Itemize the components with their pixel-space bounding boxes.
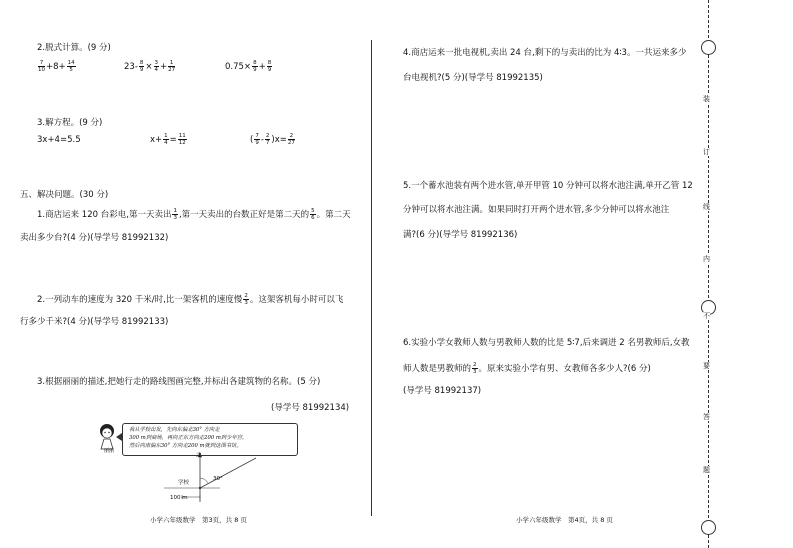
binding-char: 订 bbox=[703, 148, 710, 156]
fraction: $\frac{8}{9}$ bbox=[139, 60, 144, 73]
fraction: $\frac{2}{27}$ bbox=[287, 133, 295, 146]
right-footer: 小学六年级数学 第4页，共 8 页 bbox=[516, 516, 613, 524]
question-6-line-2: 师人数是男教师的 $\frac{2}{3}$ 。原来实验小学有男、女教师各多少人?(6 分) bbox=[403, 362, 651, 375]
fraction: $\frac{1}{27}$ bbox=[168, 60, 176, 73]
fraction: $\frac{1}{4}$ bbox=[164, 133, 168, 146]
question-5-line-3: 满?(6 分)(导学号 81992136) bbox=[403, 230, 518, 240]
binding-char: 内 bbox=[703, 255, 710, 263]
question-4-line-1: 4.商店运来一批电视机,卖出 24 台,剩下的与卖出的比为 4∶3。一共运来多少 bbox=[403, 48, 687, 58]
north-label: 北 bbox=[196, 453, 202, 459]
fraction: $\frac{1}{3}$ bbox=[173, 208, 177, 221]
section-3-title: 3.解方程。(9 分) bbox=[37, 118, 103, 128]
fraction: $\frac{2}{7}$ bbox=[265, 133, 270, 146]
girl-name: 丽丽 bbox=[104, 448, 115, 454]
equation-1: 3x+4=5.5 bbox=[37, 135, 81, 145]
fraction: $\frac{8}{9}$ bbox=[267, 60, 272, 73]
calc-expression-1: $\frac{7}{10}$ +8+ $\frac{14}{5}$ bbox=[38, 60, 75, 73]
left-footer: 小学六年级数学 第3页，共 8 页 bbox=[150, 516, 247, 524]
bubble-line-2: 300 m到商场，再向正东方向走200 m到少年宫， bbox=[129, 435, 248, 441]
part-5-title: 五、解决问题。(30 分) bbox=[20, 190, 109, 200]
question-6-line-1: 6.实验小学女教师人数与男教师人数的比是 5∶7,后来调进 2 名男教师后,女教 bbox=[403, 338, 690, 348]
fraction: $\frac{14}{5}$ bbox=[67, 60, 75, 73]
binding-hole bbox=[701, 40, 716, 55]
scale-label: 100 m bbox=[170, 495, 188, 501]
question-3-line-2: (导学号 81992134) bbox=[271, 403, 350, 413]
question-3-line-1: 3.根据丽丽的描述,把她行走的路线图画完整,并标出各建筑物的名称。(5 分) bbox=[37, 377, 321, 387]
question-4-line-2: 台电视机?(5 分)(导学号 81992135) bbox=[403, 73, 543, 83]
fraction: $\frac{3}{4}$ bbox=[154, 60, 159, 73]
school-label: 学校 bbox=[178, 480, 190, 486]
angle-label: 30° bbox=[213, 476, 223, 482]
bubble-line-3: 然后向南偏东30° 方向走200 m就到达图书馆。 bbox=[129, 443, 242, 449]
binding-char: 装 bbox=[703, 95, 710, 103]
fraction: $\frac{2}{3}$ bbox=[244, 293, 248, 306]
question-5-line-2: 分钟可以将水池注满。如果同时打开两个进水管,多少分钟可以将水池注 bbox=[403, 205, 670, 215]
question-2-line-2: 行多少千米?(4 分)(导学号 81992133) bbox=[20, 317, 169, 327]
fraction: $\frac{8}{9}$ bbox=[253, 60, 257, 73]
fraction: $\frac{2}{3}$ bbox=[473, 362, 477, 375]
equation-2: x+ $\frac{1}{4}$ = $\frac{11}{12}$ bbox=[150, 133, 186, 146]
section-2-title: 2.脱式计算。(9 分) bbox=[37, 43, 111, 53]
page-divider bbox=[371, 40, 372, 516]
binding-char: 答 bbox=[703, 413, 710, 421]
fraction: $\frac{7}{9}$ bbox=[255, 133, 259, 146]
question-5-line-1: 5.一个蓄水池装有两个进水管,单开甲管 10 分钟可以将水池注满,单开乙管 12 bbox=[403, 181, 693, 191]
binding-char: 要 bbox=[703, 362, 710, 370]
calc-expression-3: 0.75× $\frac{8}{9}$ + $\frac{8}{9}$ bbox=[225, 60, 272, 73]
equation-3: ( $\frac{7}{9}$ - $\frac{2}{7}$ )x= $\frac{2}{27}$ bbox=[250, 133, 295, 146]
fraction: $\frac{5}{6}$ bbox=[311, 208, 315, 221]
binding-hole bbox=[701, 520, 716, 535]
question-2-line-1: 2.一列动车的速度为 320 千米/时,比一架客机的速度慢 $\frac{2}{3}$ 。这架客机每小时可以飞 bbox=[37, 293, 344, 306]
fraction: $\frac{11}{12}$ bbox=[178, 133, 186, 146]
question-1-line-1: 1.商店运来 120 台彩电,第一天卖出 $\frac{1}{3}$ ,第一天卖出的台数正好是第二天的 $\frac{5}{6}$ 。第二天 bbox=[37, 208, 351, 221]
calc-expression-2: 23- $\frac{8}{9}$ × $\frac{3}{4}$ + $\frac{1}{27}$ bbox=[124, 60, 176, 73]
binding-char: 线 bbox=[703, 203, 710, 211]
question-1-line-2: 卖出多少台?(4 分)(导学号 81992132) bbox=[20, 233, 169, 243]
binding-char: 题 bbox=[703, 466, 710, 474]
fraction: $\frac{7}{10}$ bbox=[38, 60, 45, 73]
bubble-line-1: 我从学校出发，先向东偏北30° 方向走 bbox=[129, 427, 220, 433]
question-6-line-3: (导学号 81992137) bbox=[403, 386, 482, 396]
binding-char: 不 bbox=[703, 312, 710, 320]
